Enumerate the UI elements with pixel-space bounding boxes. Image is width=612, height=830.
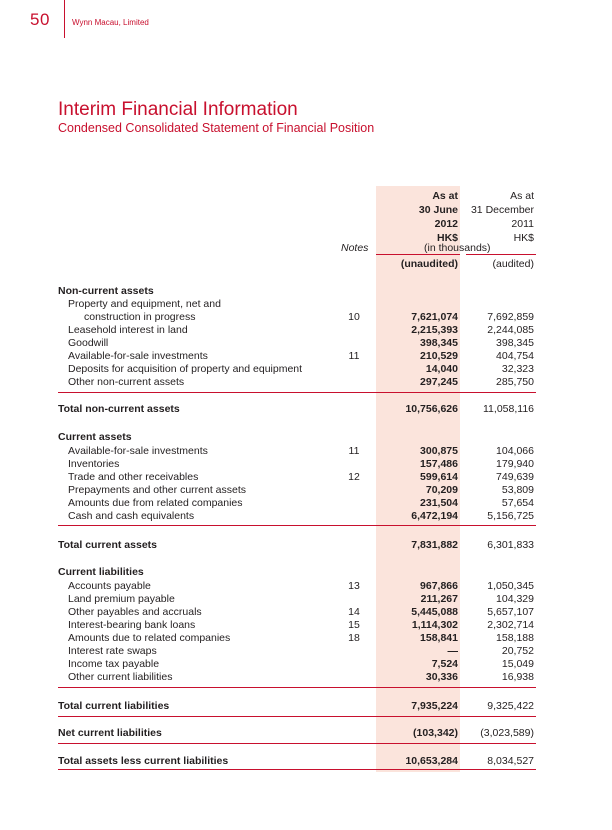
row-label: Accounts payable [68, 580, 151, 592]
page-subtitle: Condensed Consolidated Statement of Financial Position [58, 121, 375, 135]
row-prior-value: 7,692,859 [487, 311, 534, 323]
row-current-value: 157,486 [420, 458, 458, 470]
row-prior-value: 5,156,725 [487, 510, 534, 522]
row-prior-value: 404,754 [496, 350, 534, 362]
row-prior-value: 104,329 [496, 593, 534, 605]
current-col-header-line2: 30 June [418, 204, 458, 216]
row-current-value: 231,504 [420, 497, 458, 509]
row-label: Other payables and accruals [68, 606, 202, 618]
header-divider [64, 0, 65, 38]
row-current-value: 7,524 [431, 658, 458, 670]
row-prior-value: 57,654 [501, 497, 534, 509]
bottom-rule [58, 769, 536, 770]
row-label: Inventories [68, 458, 120, 470]
row-note: 15 [348, 619, 360, 631]
row-current-value: 297,245 [420, 376, 458, 388]
row-current-value: 1,114,302 [411, 619, 458, 631]
row-current-value: 967,866 [420, 580, 458, 592]
row-label: Goodwill [68, 337, 109, 349]
row-label: Leasehold interest in land [68, 324, 188, 336]
grand-total-rule [58, 743, 536, 744]
total-label: Total assets less current liabilities [58, 755, 229, 767]
section-heading: Current liabilities [58, 566, 144, 578]
row-prior-value: 1,050,345 [487, 580, 534, 592]
prior-col-header-line4: HK$ [513, 232, 534, 244]
section-heading: Non-current assets [58, 285, 154, 297]
row-prior-value: 15,049 [501, 658, 534, 670]
current-status: (unaudited) [400, 258, 458, 270]
row-current-value: 7,621,074 [411, 311, 458, 323]
total-label: Net current liabilities [58, 727, 162, 739]
row-prior-value: 398,345 [496, 337, 534, 349]
row-prior-value: 179,940 [496, 458, 534, 470]
row-label: Trade and other receivables [68, 471, 199, 483]
total-rule [58, 687, 536, 688]
row-current-value: 2,215,393 [411, 324, 458, 336]
row-prior-value: 158,188 [496, 632, 534, 644]
total-rule [58, 525, 536, 526]
row-label: Land premium payable [68, 593, 175, 605]
prior-col-header-line3: 2011 [511, 218, 534, 230]
company-name: Wynn Macau, Limited [72, 18, 149, 27]
row-note: 14 [348, 606, 360, 618]
row-prior-value: 20,752 [501, 645, 534, 657]
row-note: 11 [348, 350, 360, 362]
row-label: Other non-current assets [68, 376, 185, 388]
current-col-header-line3: 2012 [434, 218, 458, 230]
row-current-value: 300,875 [420, 445, 458, 457]
current-col-header-line4: HK$ [436, 232, 458, 244]
row-current-value: 158,841 [420, 632, 458, 644]
total-label: Total current assets [58, 539, 158, 551]
row-prior-value: 2,302,714 [487, 619, 534, 631]
row-note: 12 [348, 471, 360, 483]
prior-col-header-line2: 31 December [470, 204, 534, 216]
net-current-rule [58, 716, 536, 717]
row-note: 18 [348, 632, 360, 644]
row-note: 11 [348, 445, 360, 457]
total-prior-value: (3,023,589) [480, 727, 534, 739]
row-current-value: 70,209 [425, 484, 458, 496]
row-label: Cash and cash equivalents [68, 510, 195, 522]
row-label: Prepayments and other current assets [68, 484, 247, 496]
row-prior-value: 32,323 [501, 363, 534, 375]
notes-header: Notes [341, 242, 369, 254]
total-current-value: 7,831,882 [411, 539, 458, 551]
row-current-value: 30,336 [425, 671, 458, 683]
row-label: Income tax payable [68, 658, 160, 670]
row-note: 10 [348, 311, 360, 323]
header-rule-prior [466, 254, 536, 255]
total-prior-value: 9,325,422 [487, 700, 534, 712]
row-current-value: — [447, 645, 458, 657]
total-current-value: 10,756,626 [405, 403, 458, 415]
total-label: Total current liabilities [58, 700, 170, 712]
row-current-value: 6,472,194 [411, 510, 458, 522]
row-label: Interest rate swaps [68, 645, 157, 657]
section-heading: Current assets [58, 431, 132, 443]
row-current-value: 210,529 [420, 350, 458, 362]
page-number: 50 [30, 10, 50, 29]
row-label: Deposits for acquisition of property and equipment [68, 363, 303, 375]
row-current-value: 14,040 [425, 363, 458, 375]
row-label: Available-for-sale investments [68, 350, 208, 362]
total-prior-value: 6,301,833 [487, 539, 534, 551]
row-prior-value: 5,657,107 [487, 606, 534, 618]
row-label: Other current liabilities [68, 671, 173, 683]
row-label: Property and equipment, net and [68, 298, 221, 310]
row-current-value: 5,445,088 [411, 606, 458, 618]
total-rule [58, 392, 536, 393]
total-prior-value: 11,058,116 [483, 403, 534, 415]
current-col-header-line1: As at [432, 190, 458, 202]
page-title: Interim Financial Information [58, 99, 298, 120]
total-label: Total non-current assets [58, 403, 180, 415]
total-prior-value: 8,034,527 [487, 755, 534, 767]
row-prior-value: 53,809 [501, 484, 534, 496]
row-prior-value: 104,066 [496, 445, 534, 457]
row-prior-value: 2,244,085 [487, 324, 534, 336]
total-current-value: 7,935,224 [411, 700, 458, 712]
row-current-value: 398,345 [420, 337, 458, 349]
prior-col-header-line1: As at [510, 190, 534, 202]
prior-status: (audited) [492, 258, 534, 270]
row-prior-value: 749,639 [496, 471, 534, 483]
row-label: Interest-bearing bank loans [68, 619, 196, 631]
row-label: Amounts due from related companies [68, 497, 243, 509]
row-current-value: 211,267 [420, 593, 458, 605]
row-current-value: 599,614 [420, 471, 458, 483]
row-label: Amounts due to related companies [68, 632, 231, 644]
row-prior-value: 285,750 [496, 376, 534, 388]
header-rule-current [376, 254, 460, 255]
row-label: Available-for-sale investments [68, 445, 208, 457]
total-current-value: 10,653,284 [405, 755, 458, 767]
row-label-continued: construction in progress [84, 311, 196, 323]
row-prior-value: 16,938 [501, 671, 534, 683]
row-note: 13 [348, 580, 360, 592]
units-label: (in thousands) [424, 242, 491, 254]
total-current-value: (103,342) [413, 727, 458, 739]
